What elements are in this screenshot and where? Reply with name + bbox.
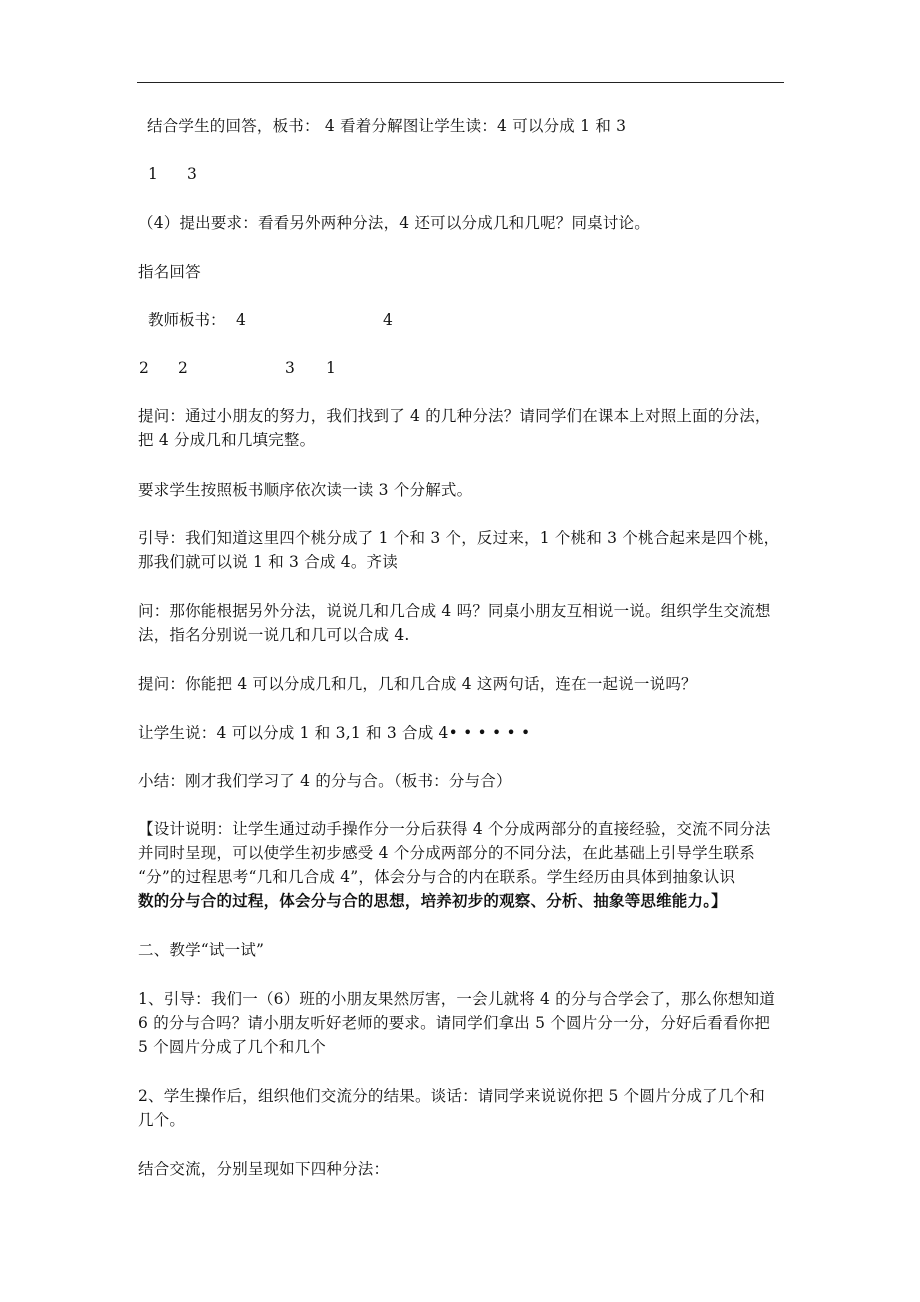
decomposition-number: 4 — [383, 311, 393, 329]
paragraph-guide: 引导：我们知道这里四个桃分成了 1 个和 3 个，反过来，1 个桃和 3 个桃合起来是四个桃， — [138, 529, 780, 547]
decomposition-number: 2 — [178, 359, 188, 377]
design-note: 【设计说明：让学生通过动手操作分一分后获得 4 个分成两部分的直接经验，交流不同分法 — [138, 820, 771, 838]
paragraph-requirement: （4）提出要求：看看另外两种分法，4 还可以分成几和几呢？同桌讨论。 — [138, 214, 650, 232]
paragraph-exchange: 几个。 — [138, 1111, 186, 1129]
header-rule — [137, 82, 784, 83]
paragraph-try: 6 的分与合吗？请小朋友听好老师的要求。请同学们拿出 5 个圆片分一分，分好后看看你把 — [138, 1014, 771, 1032]
paragraph-exchange: 2、学生操作后，组织他们交流分的结果。谈话：请同学来说说你把 5 个圆片分成了几个和 — [138, 1087, 765, 1105]
paragraph-board-writing: 结合学生的回答，板书： 4 看着分解图让学生读：4 可以分成 1 和 3 — [147, 117, 627, 135]
decomposition-number: 4 — [236, 311, 246, 329]
decomposition-number: 1 — [326, 359, 336, 377]
paragraph-answer: 指名回答 — [138, 263, 201, 281]
paragraph-present: 结合交流，分别呈现如下四种分法： — [138, 1160, 390, 1178]
design-note: 并同时呈现，可以使学生初步感受 4 个分成两部分的不同分法，在此基础上引导学生联系 — [138, 844, 755, 862]
paragraph-students-say: 让学生说：4 可以分成 1 和 3,1 和 3 合成 4• • • • • • — [138, 724, 531, 742]
paragraph-guide: 那我们就可以说 1 和 3 合成 4。齐读 — [138, 553, 398, 571]
paragraph-summary: 小结：刚才我们学习了 4 的分与合。（板书：分与合） — [138, 772, 512, 790]
paragraph-ask: 法，指名分别说一说几和几可以合成 4. — [138, 626, 410, 644]
decomposition-number: 2 — [139, 359, 149, 377]
design-note: 数的分与合的过程，体会分与合的思想，培养初步的观察、分析、抽象等思维能力。】 — [138, 891, 727, 910]
paragraph-read: 要求学生按照板书顺序依次读一读 3 个分解式。 — [138, 481, 473, 499]
paragraph-question-2: 提问：你能把 4 可以分成几和几，几和几合成 4 这两句话，连在一起说一说吗？ — [138, 675, 697, 693]
paragraph-try: 1、引导：我们一（6）班的小朋友果然厉害，一会儿就将 4 的分与合学会了，那么你想知道 — [138, 990, 776, 1008]
decomposition-number: 3 — [187, 165, 197, 183]
design-note: “分”的过程思考“几和几合成 4”，体会分与合的内在联系。学生经历由具体到抽象认识 — [138, 868, 736, 886]
decomposition-number: 1 — [148, 165, 158, 183]
paragraph-question: 提问：通过小朋友的努力，我们找到了 4 的几种分法？请同学们在课本上对照上面的分法， — [138, 407, 771, 425]
paragraph-ask: 问：那你能根据另外分法，说说几和几合成 4 吗？同桌小朋友互相说一说。组织学生交流想 — [138, 602, 771, 620]
teacher-board-label: 教师板书： — [148, 311, 226, 329]
paragraph-question: 把 4 分成几和几填完整。 — [138, 431, 316, 449]
decomposition-number: 3 — [285, 359, 295, 377]
paragraph-try: 5 个圆片分成了几个和几个 — [138, 1038, 326, 1056]
section-heading: 二、教学“试一试” — [138, 941, 265, 959]
